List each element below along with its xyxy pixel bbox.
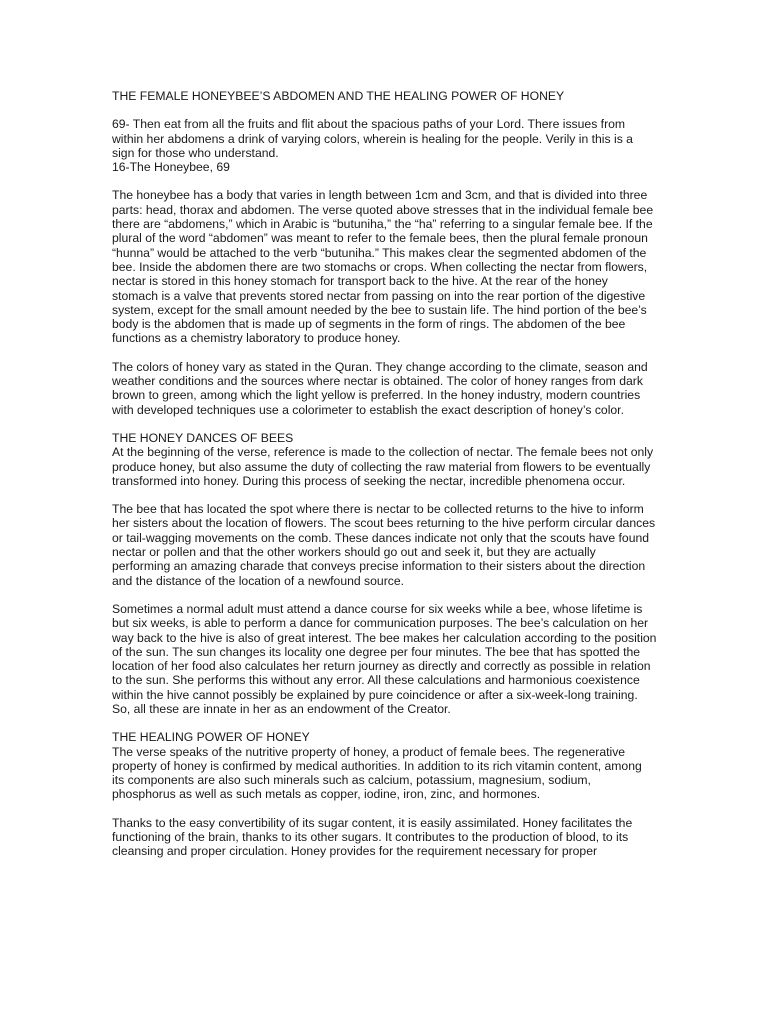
healing-paragraph-1: The verse speaks of the nutritive property of honey, a product of female bees. The regenerative property of honey is confirmed by medical authorities. In addition to its rich vitamin content, among its components are also such minerals such as calcium, potassium, magnesium, sodium, phosphorus as well as such metals as copper, iodine, iron, zinc, and hormones. bbox=[112, 744, 642, 802]
intro-paragraph-1: The honeybee has a body that varies in length between 1cm and 3cm, and that is divided into three parts: head, thorax and abdomen. The verse quoted above stresses that in the individual female bee there are “abdomens,” which in Arabic is “butuniha,” the “ha” referring to a singular female bee. If the plural of the word “abdomen” was meant to refer to the female bees, then the plural female pronoun “hunna” would be attached to the verb “butuniha.” This makes clear the segmented abdomen of the bee. Inside the abdomen there are two stomachs or crops. When collecting the nectar from flowers, nectar is stored in this honey stomach for transport back to the hive. At the rear of the honey stomach is a valve that prevents stored nectar from passing on into the rear portion of the digestive system, except for the small amount needed by the bee to sustain life. The hind portion of the bee’s body is the abdomen that is made up of segments in the form of rings. The abdomen of the bee functions as a chemistry laboratory to produce honey. bbox=[112, 188, 654, 346]
document-title: THE FEMALE HONEYBEE’S ABDOMEN AND THE HEALING POWER OF HONEY bbox=[112, 89, 565, 103]
dances-paragraph-2: The bee that has located the spot where there is nectar to be collected returns to the hive to inform her sisters about the location of flowers. The scout bees returning to the hive perform circular dances or tail-wagging movements on the comb. These dances indicate not only that the scouts have found nectar or pollen and that the other workers should go out and seek it, but they are actually performing an amazing charade that conveys precise information to their sisters about the direction and the distance of the location of a newfound source. bbox=[112, 502, 656, 588]
healing-paragraph-2: Thanks to the easy convertibility of its sugar content, it is easily assimilated. Honey facilitates the functioning of the brain, thanks to its other sugars. It contributes to the production of blood, to its cleansing and proper circulation. Honey provides for the requirement necessary for proper bbox=[112, 815, 633, 859]
document-page bbox=[112, 89, 657, 873]
section-heading-healing: THE HEALING POWER OF HONEY bbox=[112, 730, 310, 745]
intro-paragraph-2: The colors of honey vary as stated in the Quran. They change according to the climate, season and weather conditions and the sources where nectar is obtained. The color of honey ranges from dark brown to green, among which the light yellow is preferred. In the honey industry, modern countries with developed techniques use a colorimeter to establish the exact description of honey’s color. bbox=[112, 359, 648, 417]
dances-paragraph-3: Sometimes a normal adult must attend a dance course for six weeks while a bee, whose lifetime is but six weeks, is able to perform a dance for communication purposes. The bee’s calculation on her way back to the hive is also of great interest. The bee makes her calculation according to the position of the sun. The sun changes its locality one degree per four minutes. The bee that has spotted the location of her food also calculates her return journey as directly and correctly as possible in relation to the sun. She performs this without any error. All these calculations and harmonious coexistence within the hive cannot possibly be explained by pure coincidence or after a six-week-long training. So, all these are innate in her as an endowment of the Creator. bbox=[112, 601, 657, 716]
verse-text: 69- Then eat from all the fruits and flit about the spacious paths of your Lord. There issues from within her abdomens a drink of varying colors, wherein is healing for the people. Verily in this is a sign for those who understand. bbox=[112, 117, 633, 160]
section-heading-dances: THE HONEY DANCES OF BEES bbox=[112, 430, 294, 445]
verse-reference: 16-The Honeybee, 69 bbox=[112, 160, 230, 175]
dances-paragraph-1: At the beginning of the verse, reference is made to the collection of nectar. The female bees not only produce honey, but also assume the duty of collecting the raw material from flowers to be eventually transformed into honey. During this process of seeking the nectar, incredible phenomena occur. bbox=[112, 445, 654, 488]
